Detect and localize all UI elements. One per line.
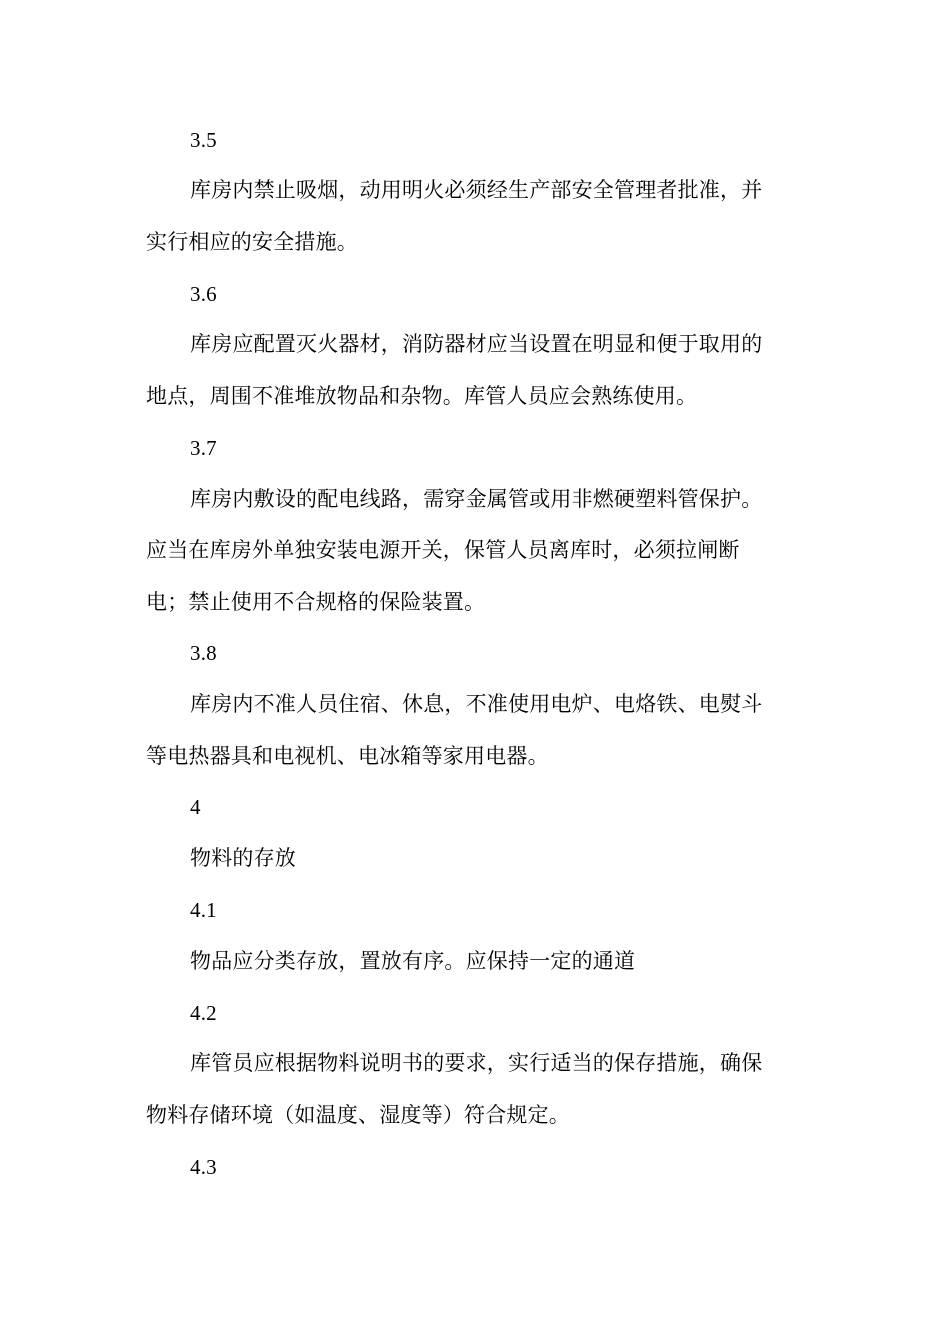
paragraph-line: 库管员应根据物料说明书的要求，实行适当的保存措施，确保: [190, 1051, 763, 1075]
paragraph-line: 地点，周围不准堆放物品和杂物。库管人员应会熟练使用。: [146, 384, 698, 408]
section-number-4-1: 4.1: [190, 898, 217, 922]
section-number-4: 4: [190, 795, 201, 819]
section-number-4-2: 4.2: [190, 1001, 217, 1025]
paragraph-line: 库房内敷设的配电线路，需穿金属管或用非燃硬塑料管保护。: [190, 487, 763, 511]
paragraph-line: 库房内不准人员住宿、休息，不准使用电炉、电烙铁、电熨斗: [190, 692, 763, 716]
section-number-3-8: 3.8: [190, 641, 217, 665]
section-number-3-5: 3.5: [190, 128, 217, 152]
paragraph-line: 应当在库房外单独安装电源开关，保管人员离库时，必须拉闸断: [146, 538, 740, 562]
paragraph-line: 等电热器具和电视机、电冰箱等家用电器。: [146, 744, 549, 768]
paragraph-line: 实行相应的安全措施。: [146, 230, 358, 254]
section-heading: 物料的存放: [190, 846, 296, 870]
section-number-3-7: 3.7: [190, 436, 217, 460]
section-number-4-3: 4.3: [190, 1155, 217, 1179]
paragraph-line: 物品应分类存放，置放有序。应保持一定的通道: [190, 949, 636, 973]
paragraph-line: 库房内禁止吸烟，动用明火必须经生产部安全管理者批准，并: [190, 178, 763, 202]
section-number-3-6: 3.6: [190, 282, 217, 306]
paragraph-line: 电；禁止使用不合规格的保险装置。: [146, 590, 486, 614]
paragraph-line: 库房应配置灭火器材，消防器材应当设置在明显和便于取用的: [190, 332, 763, 356]
paragraph-line: 物料存储环境（如温度、湿度等）符合规定。: [146, 1103, 570, 1127]
